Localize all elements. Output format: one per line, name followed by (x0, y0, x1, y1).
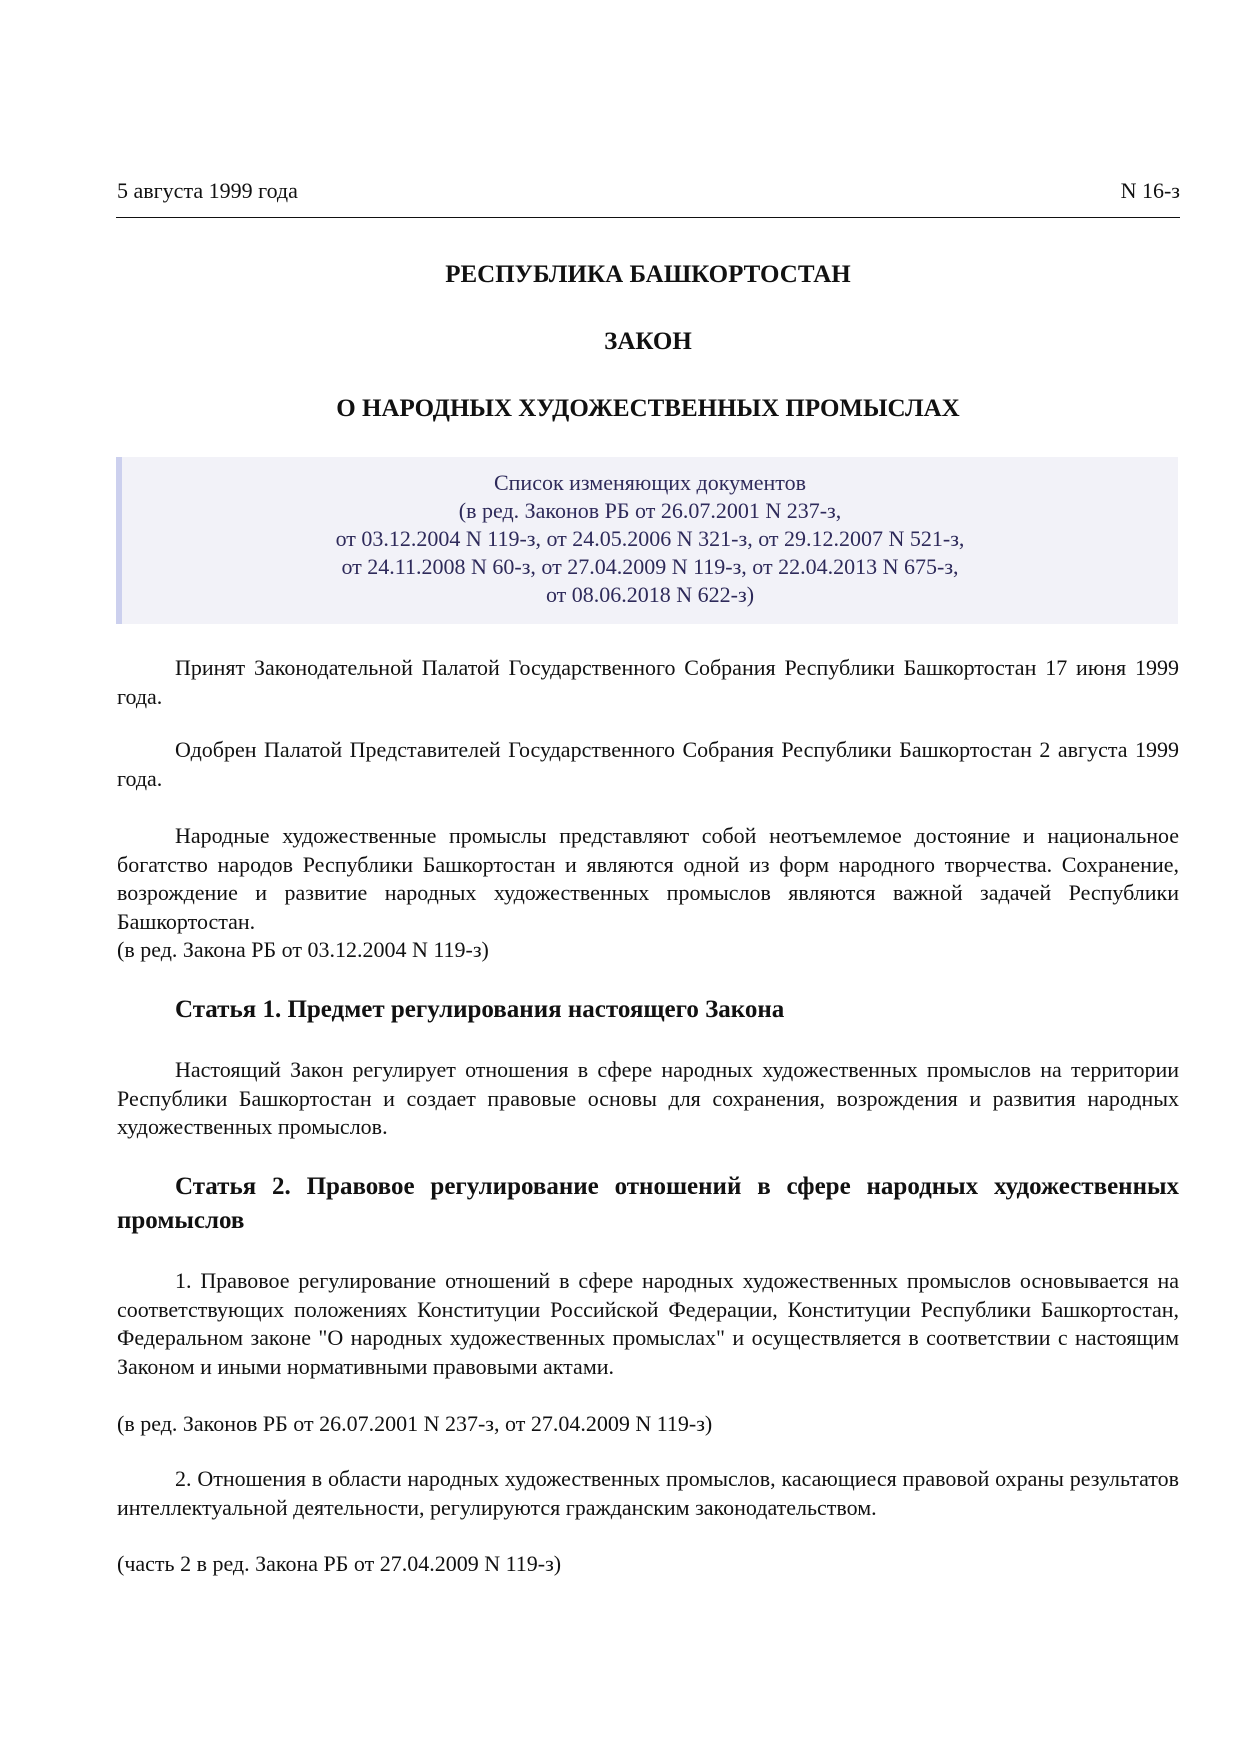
article2-heading: Статья 2. Правовое регулирование отношений в сфере народных художественных промыслов (117, 1173, 1179, 1234)
article2-part2-ref: (часть 2 в ред. Закона РБ от 27.04.2009 N 119-з) (117, 1551, 562, 1576)
article2-part1-ref: (в ред. Законов РБ от 26.07.2001 N 237-з, от 27.04.2009 N 119-з) (117, 1411, 713, 1436)
article2-part1: 1. Правовое регулирование отношений в сфере народных художественных промыслов основывается на соответствующих положениях Конституции Российской Федерации, Конституции Республики Башкортостан, Федеральном законе "О народных художественных промыслах" и осуществляется в соответствии с настоящим Законом и иными нормативными правовыми актами. (117, 1268, 1179, 1379)
approved-paragraph: Одобрен Палатой Представителей Государственного Собрания Республики Башкортостан 2 августа 1999 года. (117, 737, 1179, 791)
document-date: 5 августа 1999 года (117, 178, 298, 203)
article1-heading: Статья 1. Предмет регулирования настоящего Закона (175, 996, 785, 1023)
title-law: ЗАКОН (604, 328, 692, 355)
document-number: N 16-з (1120, 178, 1180, 203)
amendment-line: от 24.11.2008 N 60-з, от 27.04.2009 N 119-з, от 22.04.2013 N 675-з, (341, 554, 959, 579)
adopted-paragraph: Принят Законодательной Палатой Государственного Собрания Республики Башкортостан 17 июня 1999 года. (117, 655, 1179, 709)
article1-text: Настоящий Закон регулирует отношения в сфере народных художественных промыслов на территории Республики Башкортостан и создает правовые основы для сохранения, возрождения и развития народных художественных промыслов. (117, 1057, 1179, 1139)
amendment-line: (в ред. Законов РБ от 26.07.2001 N 237-з, (458, 498, 842, 523)
title-republic: РЕСПУБЛИКА БАШКОРТОСТАН (445, 261, 851, 288)
amendment-line: от 08.06.2018 N 622-з) (545, 582, 755, 607)
amendments-heading: Список изменяющих документов (493, 470, 806, 495)
amendments-box (116, 457, 1178, 624)
header-divider (116, 217, 1180, 218)
amendment-line: от 03.12.2004 N 119-з, от 24.05.2006 N 321-з, от 29.12.2007 N 521-з, (335, 526, 965, 551)
preamble-ref: (в ред. Закона РБ от 03.12.2004 N 119-з) (117, 937, 489, 962)
title-subject: О НАРОДНЫХ ХУДОЖЕСТВЕННЫХ ПРОМЫСЛАХ (336, 395, 960, 422)
preamble-paragraph: Народные художественные промыслы представляют собой неотъемлемое достояние и национальное богатство народов Республики Башкортостан и являются одной из форм народного творчества. Сохранение, возрождение и развитие народных художественных промыслов являются важной задачей Республики Башкортостан. (117, 823, 1179, 934)
article2-part2: 2. Отношения в области народных художественных промыслов, касающиеся правовой охраны результатов интеллектуальной деятельности, регулируются гражданским законодательством. (117, 1466, 1179, 1520)
